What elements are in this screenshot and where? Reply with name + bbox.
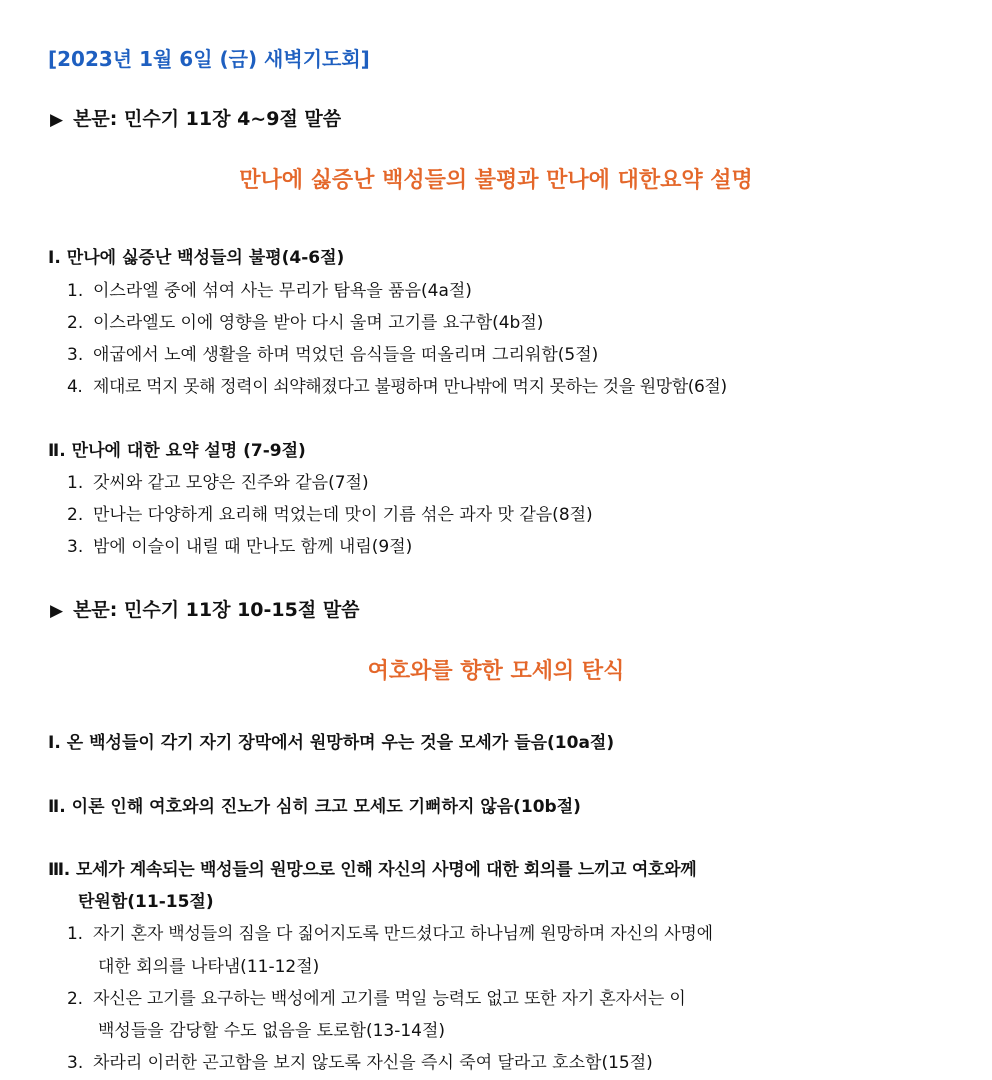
roman-numeral: Ⅱ. bbox=[48, 441, 66, 461]
passage-text: 본문: 민수기 11장 10-15절 말씀 bbox=[73, 599, 360, 621]
passage-line-1 bbox=[50, 104, 341, 131]
item-text: 애굽에서 노예 생활을 하며 먹었던 음식들을 떠올리며 그리워함(5절) bbox=[93, 345, 599, 365]
item-text: 자신은 고기를 요구하는 백성에게 고기를 먹일 능력도 없고 또한 자기 혼자서는 이 bbox=[93, 989, 686, 1009]
list-item bbox=[67, 532, 412, 557]
triangle-bullet-icon: ▶ bbox=[50, 110, 64, 130]
heading-2-1 bbox=[48, 728, 614, 753]
item-text: 자기 혼자 백성들의 짐을 다 짊어지도록 만드셨다고 하나님께 원망하며 자신의 사명에 bbox=[93, 924, 713, 944]
heading-continuation: 탄원함(11-15절) bbox=[78, 892, 214, 912]
section-title-1: 만나에 싫증난 백성들의 불평과 만나에 대한요약 설명 bbox=[239, 168, 753, 193]
item-continuation: 대한 회의를 나타냄(11-12절) bbox=[98, 957, 320, 977]
item-number: 1. bbox=[67, 924, 83, 944]
item-number: 2. bbox=[67, 505, 84, 525]
list-item bbox=[67, 372, 727, 397]
heading-text: 만나에 대한 요약 설명 (7-9절) bbox=[71, 441, 306, 461]
list-item bbox=[67, 276, 472, 301]
item-text: 차라리 이러한 곤고함을 보지 않도록 자신을 즉시 죽여 달라고 호소함(15절) bbox=[93, 1053, 653, 1073]
heading-1-2 bbox=[48, 436, 306, 461]
roman-numeral: Ⅲ. bbox=[48, 860, 70, 880]
roman-numeral: Ⅱ. bbox=[48, 797, 66, 817]
list-item bbox=[67, 308, 543, 333]
item-text: 제대로 먹지 못해 정력이 쇠약해졌다고 불평하며 만나밖에 먹지 못하는 것을 원망함(6절) bbox=[93, 377, 727, 397]
roman-numeral: Ⅰ. bbox=[48, 733, 61, 753]
heading-2-3 bbox=[48, 855, 696, 880]
date-line: [2023년 1월 6일 (금) 새벽기도회] bbox=[48, 47, 370, 71]
list-item bbox=[67, 500, 593, 525]
item-number: 3. bbox=[67, 1053, 84, 1073]
item-text: 이스라엘도 이에 영향을 받아 다시 울며 고기를 요구함(4b절) bbox=[93, 313, 544, 333]
list-item bbox=[67, 984, 686, 1009]
item-number: 1. bbox=[67, 473, 84, 493]
list-item bbox=[67, 468, 369, 493]
item-text: 만나는 다양하게 요리해 먹었는데 맛이 기름 섞은 과자 맛 같음(8절) bbox=[93, 505, 593, 525]
passage-line-2 bbox=[50, 595, 360, 622]
list-item bbox=[67, 919, 713, 944]
triangle-bullet-icon: ▶ bbox=[50, 601, 64, 621]
item-text: 밤에 이슬이 내릴 때 만나도 함께 내림(9절) bbox=[93, 537, 413, 557]
item-number: 4. bbox=[67, 377, 83, 397]
heading-text: 이론 인해 여호와의 진노가 심히 크고 모세도 기뻐하지 않음(10b절) bbox=[71, 797, 581, 817]
item-continuation: 백성들을 감당할 수도 없음을 토로함(13-14절) bbox=[98, 1021, 446, 1041]
heading-2-2 bbox=[48, 792, 581, 817]
list-item bbox=[67, 1048, 653, 1073]
list-item bbox=[67, 340, 598, 365]
heading-1-1 bbox=[48, 243, 344, 268]
item-number: 2. bbox=[67, 989, 83, 1009]
item-text: 이스라엘 중에 섞여 사는 무리가 탐욕을 품음(4a절) bbox=[93, 281, 472, 301]
item-number: 2. bbox=[67, 313, 84, 333]
item-text: 갓씨와 같고 모양은 진주와 같음(7절) bbox=[93, 473, 369, 493]
heading-text: 온 백성들이 각기 자기 장막에서 원망하며 우는 것을 모세가 들음(10a절) bbox=[66, 733, 615, 753]
passage-text: 본문: 민수기 11장 4~9절 말씀 bbox=[73, 108, 342, 130]
roman-numeral: Ⅰ. bbox=[48, 248, 61, 268]
section-title-2: 여호와를 향한 모세의 탄식 bbox=[367, 659, 625, 684]
item-number: 3. bbox=[67, 537, 84, 557]
heading-text: 모세가 계속되는 백성들의 원망으로 인해 자신의 사명에 대한 회의를 느끼고 여호와께 bbox=[75, 860, 697, 880]
item-number: 3. bbox=[67, 345, 84, 365]
item-number: 1. bbox=[67, 281, 84, 301]
heading-text: 만나에 싫증난 백성들의 불평(4-6절) bbox=[66, 248, 345, 268]
